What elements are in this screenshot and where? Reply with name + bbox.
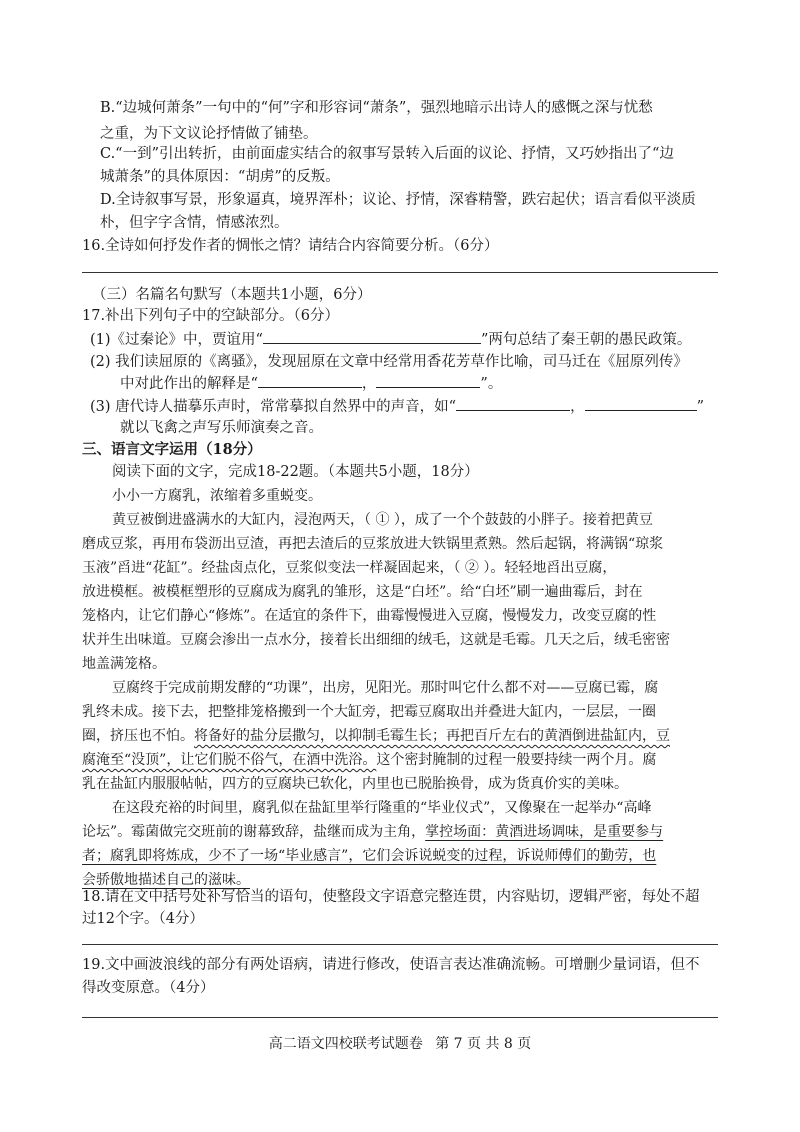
q17-item-3-line2: 就以飞禽之声写乐师演奏之音。 [120, 420, 323, 436]
divider [82, 1017, 718, 1018]
fill-blank-5[interactable] [585, 396, 697, 411]
q18-question-line2: 过12个字。（4分） [82, 911, 204, 927]
page-footer [0, 1033, 800, 1053]
q17-item-1: (1)《过秦论》中，贾谊用“ ”两句总结了秦王朝的愚民政策。 [90, 329, 691, 350]
passage-para1-line: 放进模框。被模框塑形的豆腐成为腐乳的雏形，这是“白坯”。给“白坯”刷一遍曲霉后，封在 [82, 584, 643, 600]
wavy-underlined-text: 将备好的盐分层撒匀，以抑制毛霉生长；再把百斤左右的黄酒倒进盐缸内，豆 [194, 728, 670, 744]
passage-para1-line: 状并生出味道。豆腐会渗出一点水分，接着长出细细的绒毛，这就是毛霉。几天之后，绒毛密密 [82, 632, 670, 648]
part3-heading: 三、语言文字运用（18分） [82, 441, 262, 458]
passage-para1-line: 磨成豆浆，再用布袋沥出豆渣，再把去渣后的豆浆放进大铁锅里煮熟。然后起锅，将满锅“琼浆 [82, 536, 664, 552]
q17-item-2-line2: 中对此作出的解释是“ ， ”。 [120, 373, 502, 394]
page-number: 第 7 页 共 8 页 [435, 1036, 532, 1052]
q15-option-d-line2: 朴，但字字含情，情感浓烈。 [100, 215, 289, 231]
passage-para2-line: 乳终未成。接下去，把整排笼格搬到一个大缸旁，把霉豆腐取出并叠进大缸内，一层层，一圈 [82, 704, 656, 720]
section-heading: （三）名篇名句默写（本题共1小题，6分） [92, 287, 372, 303]
passage-para1-line: 笼格内，让它们静心“修炼”。在适宜的条件下，曲霉慢慢进入豆腐，慢慢发力，改变豆腐的性 [82, 608, 657, 624]
divider [82, 272, 718, 273]
exam-title: 高二语文四校联考试题卷 [268, 1036, 423, 1052]
passage-para3-line: 论坛”。霉菌做完交班前的谢幕致辞，盐继而成为主角，掌控场面：黄酒进场调味，是重要参与 [82, 824, 664, 840]
passage-para2-line: 腐淹至“没顶”，让它们脱不俗气，在酒中洗浴。这个密封腌制的过程一般要持续一两个月。腐 [82, 752, 657, 768]
part3-intro: 阅读下面的文字，完成18-22题。（本题共5小题，18分） [112, 464, 479, 480]
q16-question: 16.全诗如何抒发作者的惆怅之情？请结合内容简要分析。（6分） [82, 238, 499, 254]
q17-item-2-line1: (2) 我们读屈原的《离骚》，发现屈原在文章中经常用香花芳草作比喻，司马迁在《屈原列传》 [90, 354, 688, 370]
q19-question-line1: 19.文中画波浪线的部分有两处语病，请进行修改，使语言表达准确流畅。可增删少量词语，但不 [82, 957, 700, 973]
passage-para3-line: 在这段充裕的时间里，腐乳似在盐缸里举行隆重的“毕业仪式”，又像聚在一起举办“高峰 [112, 800, 652, 816]
q15-option-b-line2: 之重，为下文议论抒情做了铺垫。 [100, 126, 318, 142]
q15-option-d-line1: D.全诗叙事写景，形象逼真，境界浑朴；议论、抒情，深睿精警，跌宕起伏；语言看似平淡质 [100, 192, 696, 208]
fill-blank-1[interactable] [263, 329, 481, 344]
q18-question-line1: 18.请在文中括号处补写恰当的语句，使整段文字语意完整连贯，内容贴切，逻辑严密，每处不超 [82, 889, 700, 905]
divider [82, 944, 718, 945]
underlined-text: 者；腐乳即将炼成，少不了一场“毕业感言”，它们会诉说蜕变的过程，诉说师傅们的勤劳，也 [82, 848, 657, 864]
fill-blank-2[interactable] [258, 373, 362, 388]
passage-para3-line [82, 846, 656, 866]
fill-blank-4[interactable] [456, 396, 570, 411]
passage-para2-line: 圈，挤压也不怕。将备好的盐分层撒匀，以抑制毛霉生长；再把百斤左右的黄酒倒进盐缸内，豆 [82, 728, 670, 744]
passage-lead: 小小一方腐乳，浓缩着多重蜕变。 [112, 488, 322, 504]
underlined-text: 掌控场面：黄酒进场调味，是重要参与 [425, 824, 664, 840]
q15-option-b-line1: B.“边城何萧条”一句中的“何”字和形容词“萧条”，强烈地暗示出诗人的感慨之深与忧愁 [100, 100, 653, 116]
q17-item-3-line1: (3) 唐代诗人描摹乐声时，常常摹拟自然界中的声音，如“ ， ” [90, 396, 704, 417]
passage-para2-line: 乳在盐缸内服服帖帖，四方的豆腐块已软化，内里也已脱胎换骨，成为货真价实的美味。 [82, 776, 628, 792]
passage-para1-line: 玉液”舀进“花缸”。经盐卤点化，豆浆似变法一样凝固起来，（ ② ）。轻轻地舀出豆腐， [82, 560, 617, 576]
q19-question-line2: 得改变原意。（4分） [82, 980, 215, 996]
q17-question: 17.补出下列句子中的空缺部分。（6分） [82, 308, 340, 324]
passage-para2-line: 豆腐终于完成前期发酵的“功课”，出房，见阳光。那时叫它什么都不对——豆腐已霉，腐 [112, 680, 659, 696]
passage-para1-line: 黄豆被倒进盛满水的大缸内，浸泡两天，（ ① ），成了一个个鼓鼓的小胖子。接着把黄豆 [112, 512, 653, 528]
wavy-underlined-text: 腐淹至“没顶”，让它们脱不俗气，在酒中洗浴。 [82, 752, 377, 768]
q15-option-c-line1: C.“一到”引出转折，由前面虚实结合的叙事写景转入后面的议论、抒情，又巧妙指出了“边 [100, 146, 674, 162]
fill-blank-3[interactable] [376, 373, 480, 388]
underlined-text: 会骄傲地描述自己的滋味。 [82, 872, 250, 888]
passage-para1-line: 地盖满笼格。 [82, 656, 166, 672]
q15-option-c-line2: 城萧条”的具体原因：“胡虏”的反叛。 [100, 169, 340, 185]
